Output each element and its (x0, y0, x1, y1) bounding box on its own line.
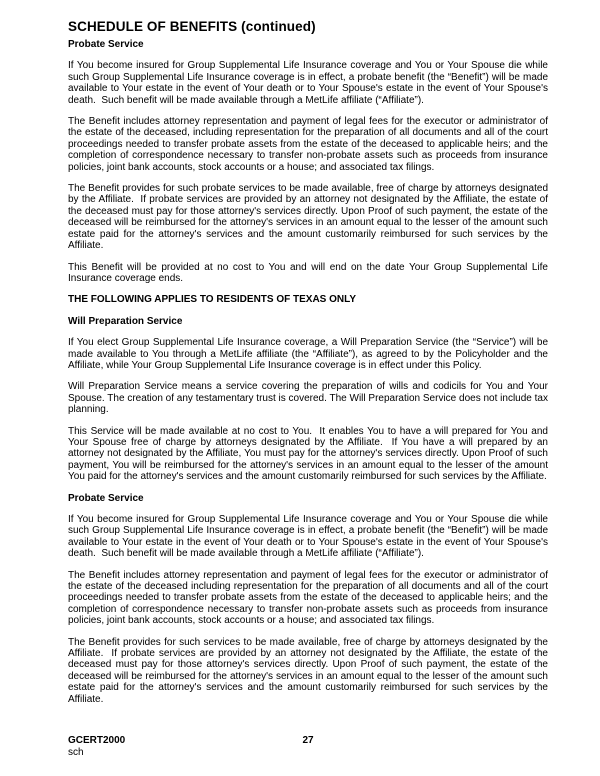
paragraph: The Benefit includes attorney representation and payment of legal fees for the executor or administrator of the estate of the deceased including representation for the preparation of all documents and all of the court proceedings needed to transfer probate assets from the estate of the deceased to applicable heirs; and the completion of correspondence necessary to transfer non-probate assets such as proceeds from insurance policies, joint bank accounts, stock accounts or a house; and associated tax filings. (68, 569, 551, 627)
section-heading: Will Preparation Service (68, 315, 183, 327)
section-heading: Probate Service (68, 39, 144, 50)
paragraph: If You become insured for Group Supplemental Life Insurance coverage and You or Your Spouse die while such Group Supplemental Life Insurance coverage is in effect, a probate benefit (the “Benefit”) will be made available to Your estate in the event of Your death or to Your Spouse's estate in the event of Your Spouse's death. Such benefit will be made available through a MetLife affiliate (“Affiliate”). (68, 60, 551, 106)
paragraph: Will Preparation Service means a service covering the preparation of wills and codicils for You and Your Spouse. The creation of any testamentary trust is covered. The Will Preparation Service does not include tax planning. (68, 381, 551, 416)
section-heading: Probate Service (68, 492, 144, 504)
page-footer (68, 735, 548, 759)
paragraph: The Benefit includes attorney representation and payment of legal fees for the executor or administrator of the estate of the deceased, including representation for the preparation of all documents and all of the court proceedings needed to transfer probate assets from the estate of the deceased to applicable heirs; and the completion of correspondence necessary to transfer non-probate assets such as proceeds from insurance policies, joint bank accounts, stock accounts or a house; and associated tax filings. (68, 116, 551, 173)
paragraph: If You become insured for Group Supplemental Life Insurance coverage and You or Your Spouse die while such Group Supplemental Life Insurance coverage is in effect, a probate benefit (the “Benefit”) will be made available to Your estate in the event of Your death or to Your Spouse's estate in the event of Your Spouse's death. Such benefit will be made available through a MetLife affiliate (“Affiliate”). (68, 514, 551, 560)
page-title: SCHEDULE OF BENEFITS (continued) (68, 19, 316, 34)
paragraph: This Benefit will be provided at no cost to You and will end on the date Your Group Supplemental Life Insurance coverage ends. (68, 261, 551, 284)
section-heading: THE FOLLOWING APPLIES TO RESIDENTS OF TEXAS ONLY (68, 294, 356, 306)
paragraph: The Benefit provides for such services to be made available, free of charge by attorneys designated by the Affiliate. If probate services are provided by an attorney not designated by the Affiliate, the estate of the deceased must pay for those attorney's services directly. Upon Proof of such payment, the estate of the deceased will be reimbursed for the attorney's services in an amount equal to the lesser of the amount such estate paid for the attorney's services and the amount customarily reimbursed for such services by the Affiliate. (68, 636, 551, 705)
document-body (68, 39, 551, 705)
paragraph: If You elect Group Supplemental Life Insurance coverage, a Will Preparation Service (the “Service”) will be made available to You through a MetLife affiliate (the “Affiliate”), as agreed to by the Policyholder and the Affiliate, while Your Group Supplemental Life Insurance coverage is in effect under this Policy. (68, 337, 551, 371)
form-number: GCERT2000 (68, 735, 126, 746)
footer-code: sch (68, 747, 84, 758)
paragraph: This Service will be made available at no cost to You. It enables You to have a will prepared for You and Your Spouse free of charge by attorneys designated by the Affiliate. If You have a will prepared by an attorney not designated by the Affiliate, You must pay for the attorney's services directly. Upon Proof of such payment, You will be reimbursed for the attorney's services in an amount equal to the lesser of the amount You paid for the attorney's services and the amount customarily reimbursed for such services by the Affiliate. (68, 425, 551, 483)
paragraph: The Benefit provides for such probate services to be made available, free of charge by attorneys designated by the Affiliate. If probate services are provided by an attorney not designated by the Affiliate, the estate of the deceased must pay for those attorney's services directly. Upon Proof of such payment, the estate of the deceased will be reimbursed for the attorney's services in an amount equal to the lesser of the amount such estate paid for the attorney's services and the amount customarily reimbursed for such services by the Affiliate. (68, 183, 551, 252)
page-number: 27 (302, 735, 314, 746)
